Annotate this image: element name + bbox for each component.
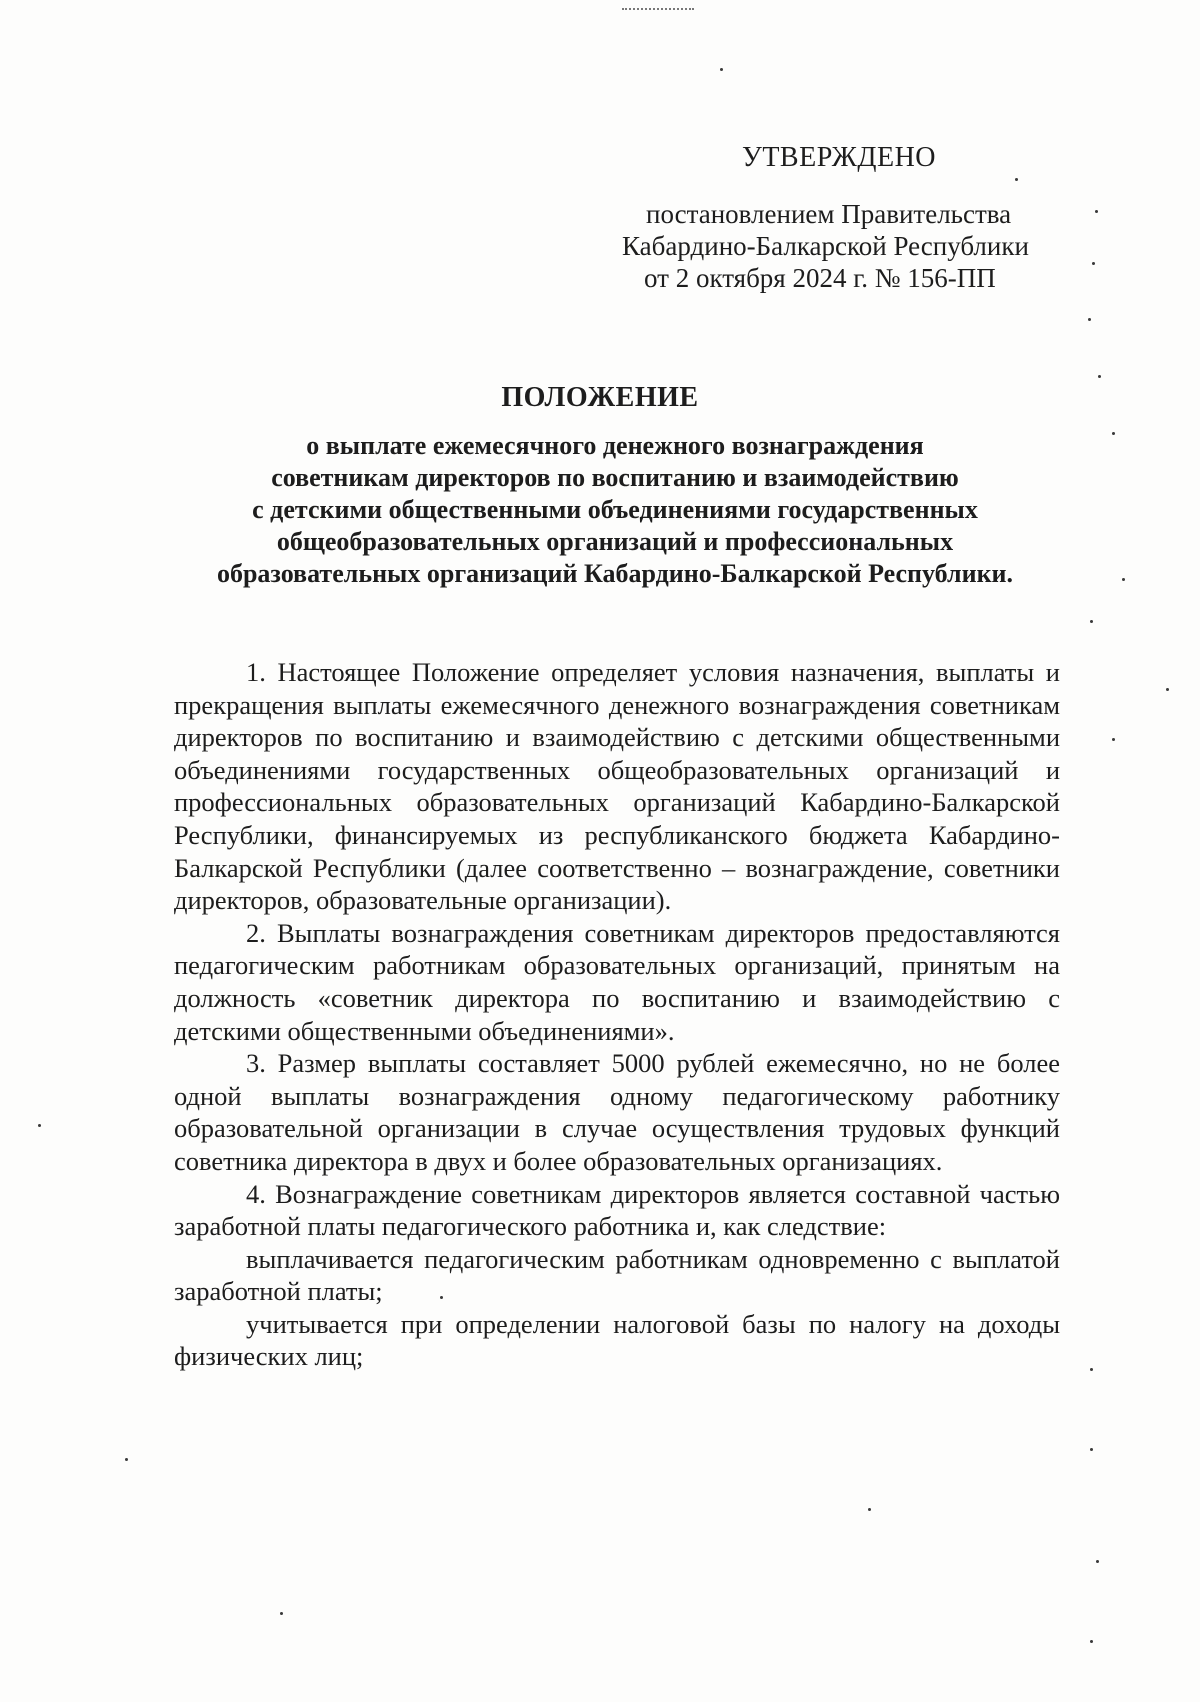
scan-speck (280, 1612, 283, 1615)
document-title: ПОЛОЖЕНИЕ (501, 382, 699, 413)
approval-line-2: Кабардино-Балкарской Республики (622, 231, 1029, 261)
scan-speck (1090, 1640, 1093, 1643)
scan-speck (440, 1296, 443, 1299)
approval-line-1: постановлением Правительства (646, 199, 1012, 229)
paragraph-5: выплачивается педагогическим работникам одновременно с выплатой заработной платы; (174, 1243, 1060, 1307)
paragraph-3: 3. Размер выплаты составляет 5000 рублей ежемесячно, но не более одной выплаты вознаграждения одному педагогическому работнику образовательной организации в случае осуществления трудовых функций советника директора в двух и более образовательных организациях. (174, 1048, 1060, 1176)
subtitle-line-3: с детскими общественными объединениями государственных (252, 495, 978, 524)
approval-heading: УТВЕРЖДЕНО (742, 142, 937, 173)
scan-speck (125, 1458, 128, 1461)
scan-speck (1088, 318, 1091, 321)
paragraph-1: 1. Настоящее Положение определяет условия назначения, выплаты и прекращения выплаты ежемесячного денежного вознаграждения советникам директоров по воспитанию и взаимодействию с детскими общественными объединениями государственных общеобразовательных организаций и профессиональных образовательных организаций Кабардино-Балкарской Республики, финансируемых из республиканского бюджета Кабардино-Балкарской Республики (далее соответственно – вознаграждение, советники директоров, образовательные организации). (174, 657, 1060, 916)
scan-speck (38, 1124, 41, 1127)
scan-speck (1095, 210, 1098, 213)
scan-speck (1090, 620, 1093, 623)
scan-speck (720, 68, 723, 71)
paragraph-6: учитывается при определении налоговой базы по налогу на доходы физических лиц; (174, 1308, 1060, 1372)
scan-speck (1090, 1368, 1093, 1371)
paragraph-4: 4. Вознаграждение советникам директоров является составной частью заработной платы педагогического работника и, как следствие: (174, 1178, 1060, 1242)
scan-speck (1112, 738, 1115, 741)
scan-speck (1096, 1560, 1099, 1563)
scan-speck (1098, 375, 1101, 378)
subtitle-line-1: о выплате ежемесячного денежного вознаграждения (306, 431, 924, 460)
scan-speck (868, 1508, 871, 1511)
scan-speck (1122, 578, 1125, 581)
scan-speck (1090, 1448, 1093, 1451)
scan-speck (1166, 688, 1169, 691)
approval-block (600, 138, 1120, 294)
scan-speck (1092, 262, 1095, 265)
subtitle-line-2: советникам директоров по воспитанию и взаимодействию (271, 463, 959, 492)
scan-speck (1112, 432, 1115, 435)
paragraph-2: 2. Выплаты вознаграждения советникам директоров предоставляются педагогическим работникам образовательных организаций, принятым на должность «советник директора по воспитанию и взаимодействию с детскими общественными объединениями». (174, 917, 1060, 1046)
subtitle-line-5: образовательных организаций Кабардино-Балкарской Республики. (216, 559, 1014, 588)
subtitle-line-4: общеобразовательных организаций и профессиональных (276, 527, 954, 556)
document-body (174, 656, 1060, 1373)
scan-top-mark (622, 0, 694, 10)
approval-line-3: от 2 октября 2024 г. № 156-ПП (644, 263, 996, 293)
document-subtitle (170, 430, 1060, 590)
scan-speck (1015, 178, 1018, 181)
